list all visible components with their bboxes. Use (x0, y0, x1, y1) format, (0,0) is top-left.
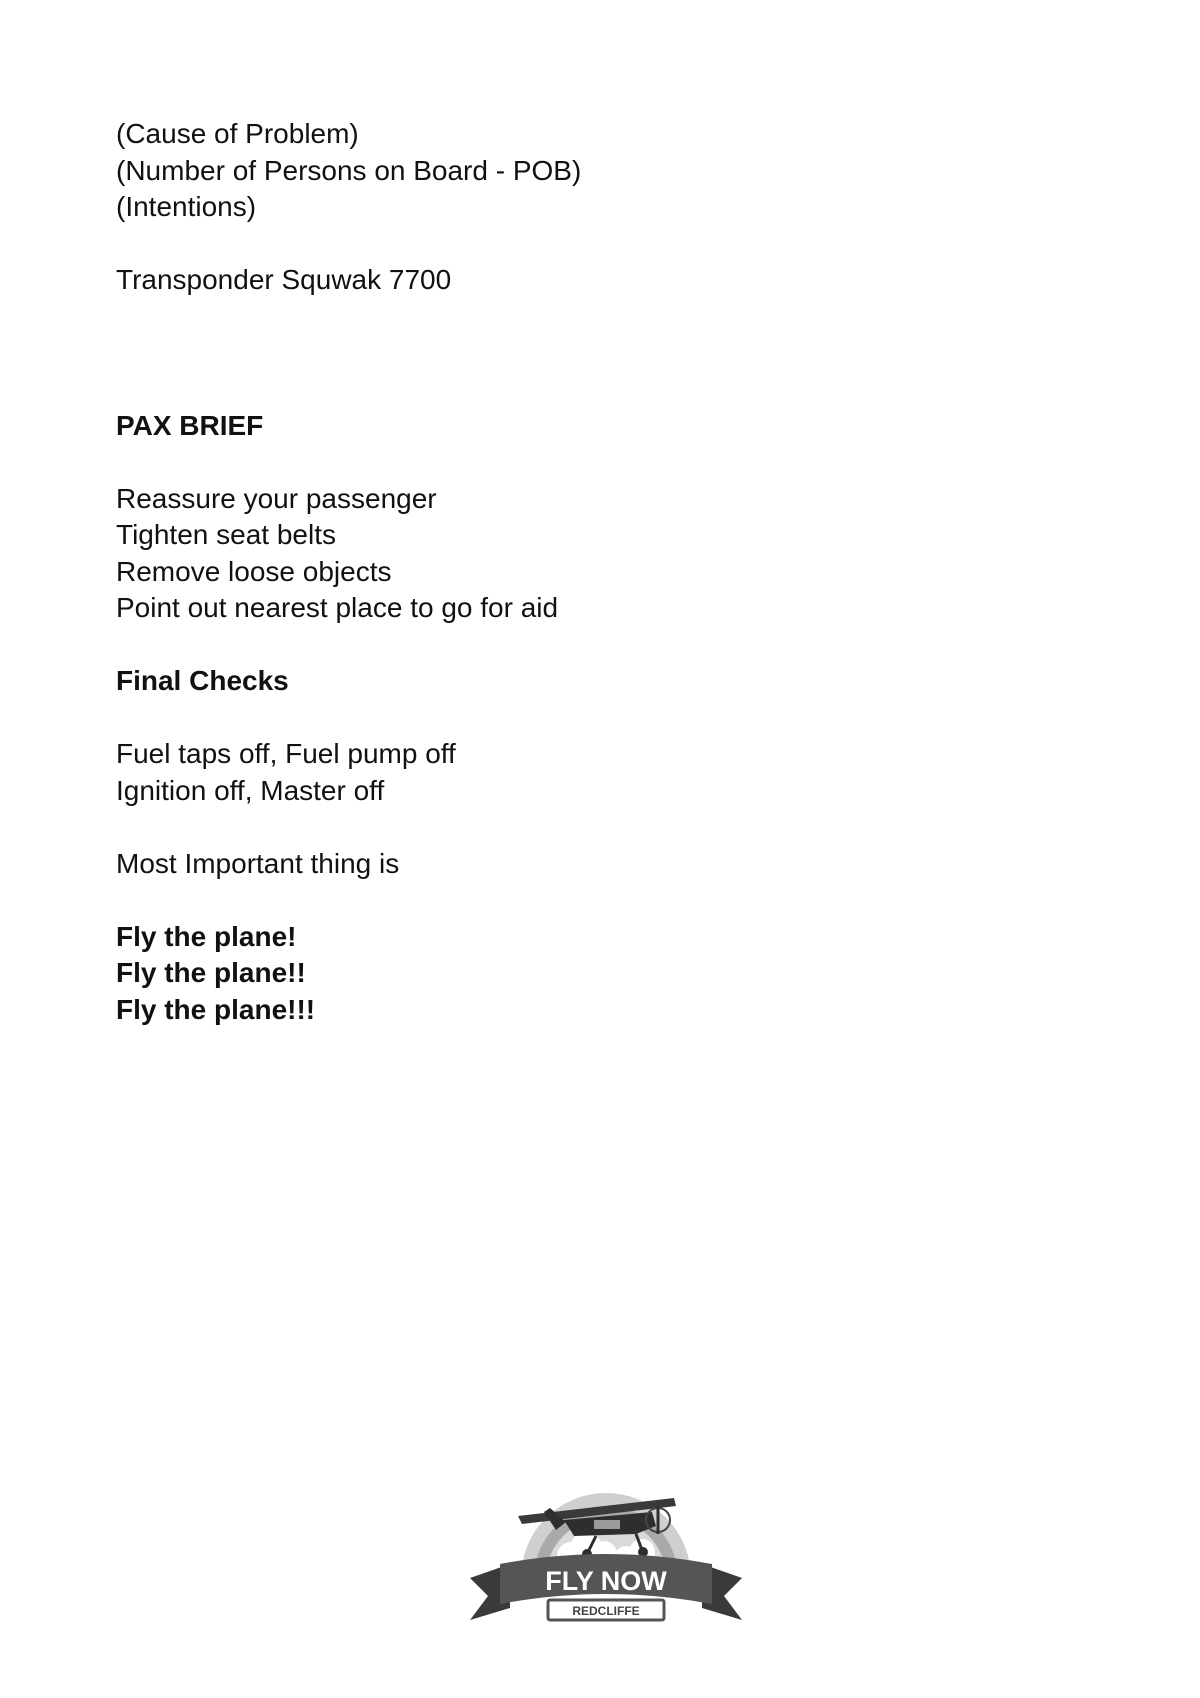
logo-title: FLY NOW (545, 1566, 667, 1596)
pax-brief-heading: PAX BRIEF (116, 409, 264, 441)
document-body (116, 116, 1116, 1028)
fly-now-logo-icon (466, 1468, 746, 1624)
pax-brief-item: Point out nearest place to go for aid (116, 592, 559, 623)
fly-line: Fly the plane! (116, 920, 297, 952)
intro-line-intentions: (Intentions) (116, 191, 257, 222)
fly-line: Fly the plane!! (116, 957, 306, 988)
logo-subtitle: REDCLIFFE (572, 1604, 640, 1618)
fly-now-logo (466, 1468, 746, 1624)
final-checks-heading: Final Checks (116, 665, 289, 696)
important-label: Most Important thing is (116, 847, 400, 879)
final-checks-item: Ignition off, Master off (116, 774, 385, 806)
intro-line-pob: (Number of Persons on Board - POB) (116, 154, 582, 186)
pax-brief-item: Tighten seat belts (116, 519, 336, 550)
intro-line-cause: (Cause of Problem) (116, 118, 359, 149)
final-checks-item: Fuel taps off, Fuel pump off (116, 738, 456, 769)
pax-brief-item: Reassure your passenger (116, 482, 437, 514)
transponder-line: Transponder Squwak 7700 (116, 264, 452, 295)
pax-brief-item: Remove loose objects (116, 555, 392, 587)
fly-line: Fly the plane!!! (116, 993, 316, 1025)
